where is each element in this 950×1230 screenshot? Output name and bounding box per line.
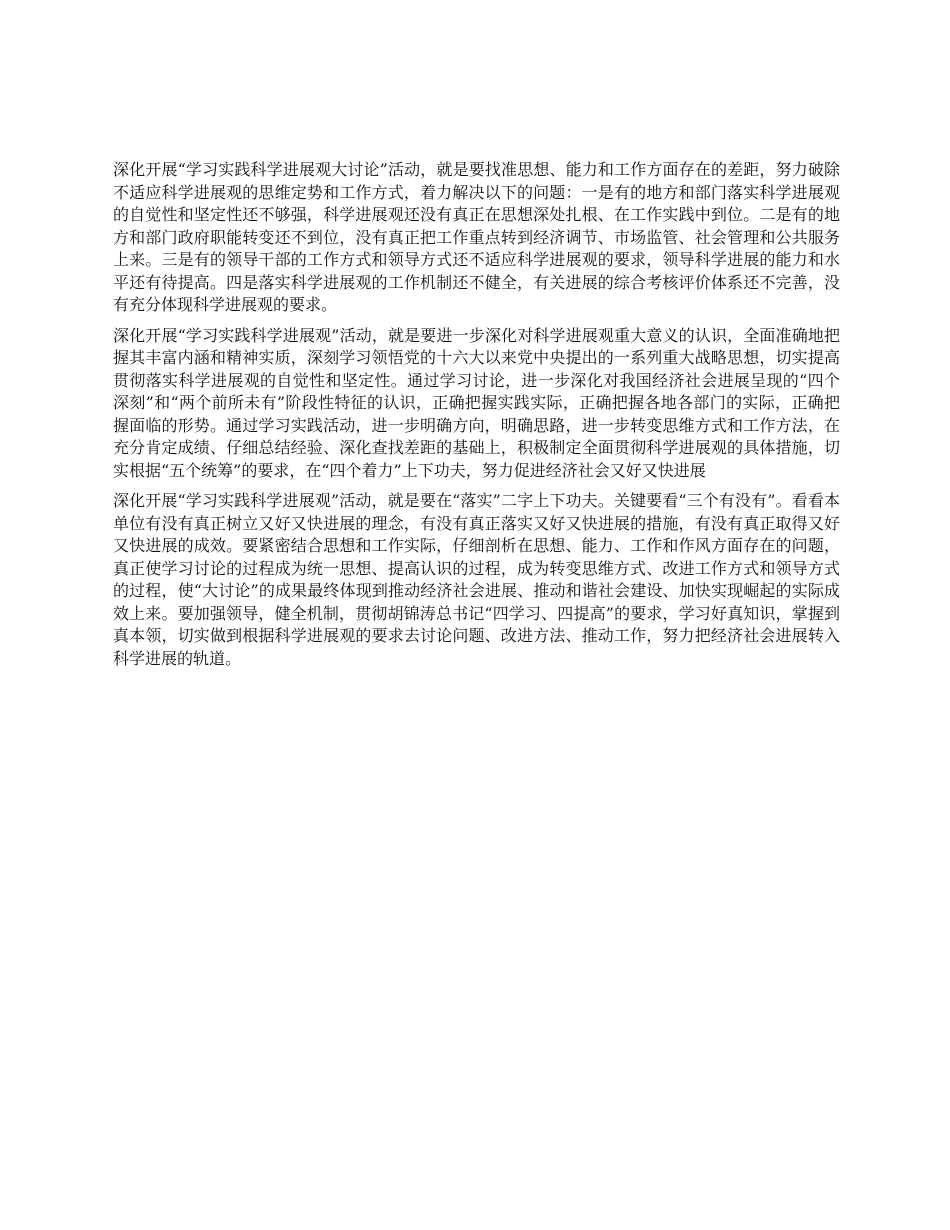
paragraph-2: 深化开展“学习实践科学进展观”活动，就是要进一步深化对科学进展观重大意义的认识，全面准确地把握其丰富内涵和精神实质，深刻学习领悟党的十六大以来党中央提出的一系列重大战略思想，切实提高贯彻落实科学进展观的自觉性和坚定性。通过学习讨论，进一步深化对我国经济社会进展呈现的“四个深刻”和“两个前所未有”阶段性特征的认识，正确把握实践实际，正确把握各地各部门的实际，正确把握面临的形势。通过学习实践活动，进一步明确方向，明确思路，进一步转变思维方式和工作方法，在充分肯定成绩、仔细总结经验、深化查找差距的基础上，积极制定全面贯彻科学进展观的具体措施，切实根据“五个统筹”的要求，在“四个着力”上下功夫，努力促进经济社会又好又快进展 <box>113 325 840 480</box>
paragraph-3: 深化开展“学习实践科学进展观”活动，就是要在“落实”二字上下功夫。关键要看“三个有没有”。看看本单位有没有真正树立又好又快进展的理念，有没有真正落实又好又快进展的措施，有没有真正取得又好又快进展的成效。要紧密结合思想和工作实际，仔细剖析在思想、能力、工作和作风方面存在的问题，真正使学习讨论的过程成为统一思想、提高认识的过程，成为转变思维方式、改进工作方式和领导方式的过程，使“大讨论”的成果最终体现到推动经济社会进展、推动和谐社会建设、加快实现崛起的实际成效上来。要加强领导，健全机制，贯彻胡锦涛总书记“四学习、四提高”的要求，学习好真知识，掌握到真本领，切实做到根据科学进展观的要求去讨论问题、改进方法、推动工作，努力把经济社会进展转入科学进展的轨道。 <box>113 491 840 668</box>
document-page <box>113 159 840 678</box>
paragraph-1: 深化开展“学习实践科学进展观大讨论”活动，就是要找准思想、能力和工作方面存在的差距，努力破除不适应科学进展观的思维定势和工作方式，着力解决以下的问题：一是有的地方和部门落实科学进展观的自觉性和坚定性还不够强，科学进展观还没有真正在思想深处扎根、在工作实践中到位。二是有的地方和部门政府职能转变还不到位，没有真正把工作重点转到经济调节、市场监管、社会管理和公共服务上来。三是有的领导干部的工作方式和领导方式还不适应科学进展观的要求，领导科学进展的能力和水平还有待提高。四是落实科学进展观的工作机制还不健全，有关进展的综合考核评价体系还不完善，没有充分体现科学进展观的要求。 <box>113 160 840 314</box>
